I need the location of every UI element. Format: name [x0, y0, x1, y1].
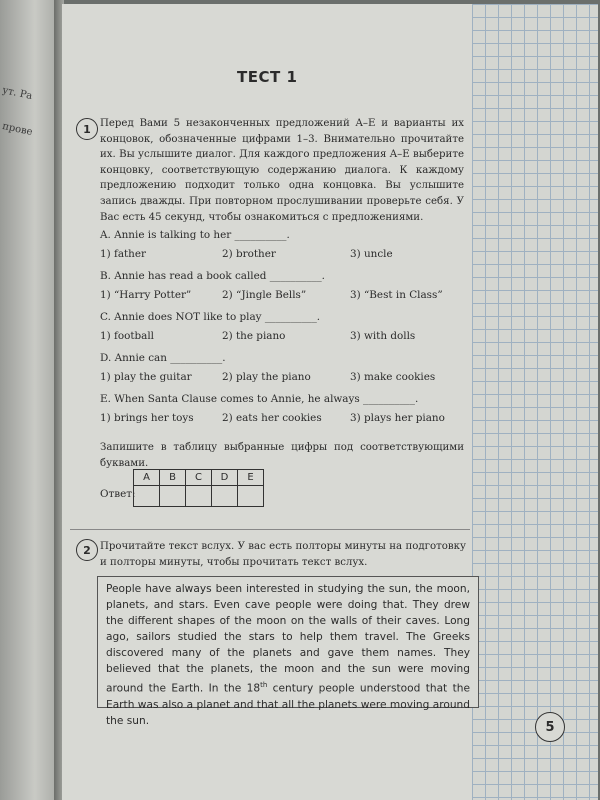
workbook-page — [62, 4, 598, 800]
question-stem-c: C. Annie does NOT like to play __________. — [100, 311, 321, 323]
option-e1: 1) brings her toys — [100, 412, 194, 424]
option-b1: 1) “Harry Potter” — [100, 289, 192, 301]
answer-table-input-row — [134, 486, 264, 507]
answer-header-a: A — [134, 470, 160, 486]
question-stem-e: E. When Santa Clause comes to Annie, he always __________. — [100, 393, 419, 405]
option-c3: 3) with dolls — [350, 330, 416, 342]
answer-cell-c[interactable] — [186, 486, 212, 507]
option-a1: 1) father — [100, 248, 146, 260]
answer-table-header-row — [134, 470, 264, 486]
reading-text-part: century people understood that the Earth was also a planet and that all the planets were moving around the sun. — [106, 682, 470, 727]
answer-header-b: B — [160, 470, 186, 486]
option-c1: 1) football — [100, 330, 154, 342]
answer-cell-a[interactable] — [134, 486, 160, 507]
reading-text — [106, 581, 470, 729]
left-page-text-fragment: ут. Ра — [1, 84, 34, 103]
answer-header-c: C — [186, 470, 212, 486]
page-number-badge: 5 — [535, 712, 565, 742]
answer-table — [133, 469, 264, 507]
option-b2: 2) “Jingle Bells” — [222, 289, 307, 301]
answer-cell-d[interactable] — [212, 486, 238, 507]
answer-header-d: D — [212, 470, 238, 486]
option-a2: 2) brother — [222, 248, 276, 260]
page-title: ТЕСТ 1 — [237, 68, 298, 86]
task-number-badge: 1 — [76, 118, 98, 140]
section-divider — [70, 529, 470, 530]
answer-label: Ответ: — [100, 488, 136, 500]
option-d2: 2) play the piano — [222, 371, 311, 383]
option-a3: 3) uncle — [350, 248, 393, 260]
task2-instruction: Прочитайте текст вслух. У вас есть полторы минуты на подготовку и полторы минуты, чтобы прочитать текст вслух. — [100, 541, 466, 568]
question-stem-a: A. Annie is talking to her __________. — [100, 229, 290, 241]
answer-cell-b[interactable] — [160, 486, 186, 507]
reading-text-box — [97, 576, 479, 727]
answer-cell-e[interactable] — [238, 486, 264, 507]
question-stem-d: D. Annie can __________. — [100, 352, 226, 364]
option-d3: 3) make cookies — [350, 371, 436, 383]
option-c2: 2) the piano — [222, 330, 286, 342]
option-e3: 3) plays her piano — [350, 412, 445, 424]
left-page-text-fragment: прове — [1, 120, 34, 139]
option-b3: 3) “Best in Class” — [350, 289, 443, 301]
table-instruction: Запишите в таблицу выбранные цифры под соответствующими буквами. — [100, 442, 464, 469]
ordinal-superscript: th — [260, 681, 268, 689]
left-page-edge — [0, 0, 58, 800]
question-stem-b: B. Annie has read a book called __________. — [100, 270, 325, 282]
reading-text-part: People have always been interested in studying the sun, the moon, planets, and stars. Even cave people were doing that. They drew the different shapes of the moon on the walls of their caves. Long ago, sailors studied the stars to help them travel. The Greeks discovered many of the planets and gave them names. They believed that the planets, the moon and the sun were moving around the Earth. In the 18 — [106, 583, 470, 695]
task-number-badge: 2 — [76, 539, 98, 561]
task1-instruction: Перед Вами 5 незаконченных предложений A–E и варианты их концовок, обозначенные цифрами 1–3. Внимательно прочитайте их. Вы услышите диалог. Для каждого предложения A–E выберите концовку, соответствующую содержанию диалога. К каждому предложению подходит только одна концовка. Вы услышите запись дважды. При повторном прослушивании проверьте себя. У Вас есть 45 секунд, чтобы ознакомиться с предложениями. — [100, 118, 464, 223]
option-d1: 1) play the guitar — [100, 371, 192, 383]
option-e2: 2) eats her cookies — [222, 412, 322, 424]
grid-margin — [472, 4, 598, 800]
answer-header-e: E — [238, 470, 264, 486]
